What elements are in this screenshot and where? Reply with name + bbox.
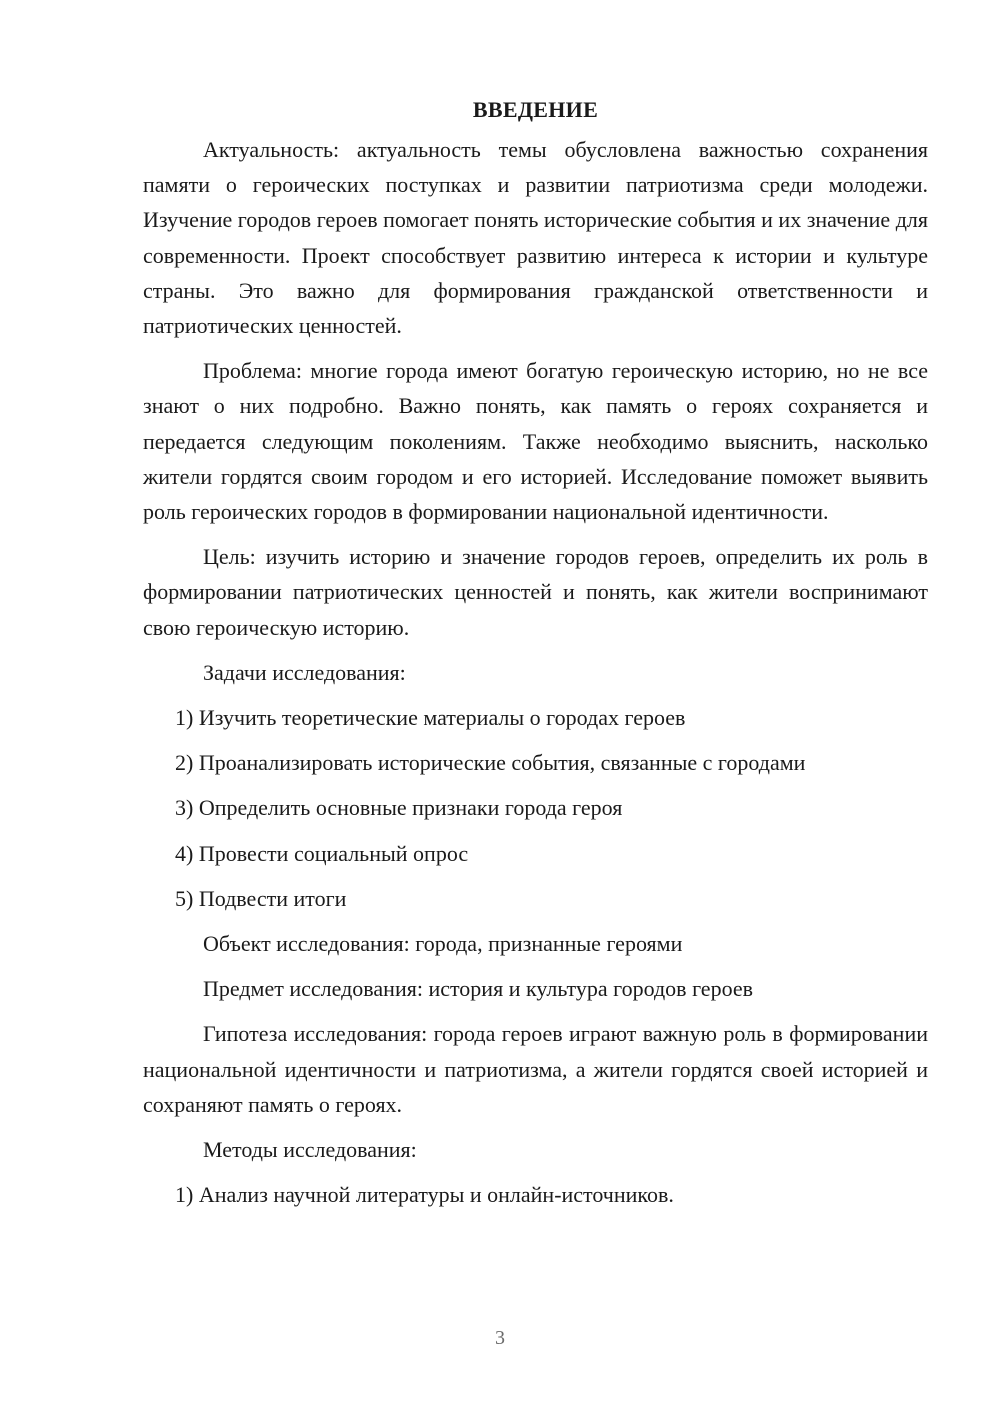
page-number: 3 — [495, 1327, 505, 1349]
relevance-paragraph: Актуальность: актуальность темы обусловлена важностью сохранения памяти о героических поступках и развитии патриотизма среди молодежи. Изучение городов героев помогает понять исторические события и их значение для современности. Проект способствует развитию интереса к истории и культуре страны. Это важно для формирования гражданской ответственности и патриотических ценностей. — [143, 137, 928, 339]
methods-heading: Методы исследования: — [203, 1137, 417, 1163]
object-line: Объект исследования: города, признанные героями — [203, 931, 683, 957]
list-item: 1) Анализ научной литературы и онлайн-источников. — [175, 1182, 674, 1208]
goal-paragraph: Цель: изучить историю и значение городов героев, определить их роль в формировании патриотических ценностей и понять, как жители воспринимают свою героическую историю. — [143, 544, 928, 640]
list-item: 3) Определить основные признаки города героя — [175, 795, 623, 821]
list-item: 2) Проанализировать исторические события, связанные с городами — [175, 750, 806, 776]
section-title: ВВЕДЕНИЕ — [472, 97, 599, 122]
list-item: 1) Изучить теоретические материалы о городах героев — [175, 705, 686, 731]
tasks-heading: Задачи исследования: — [203, 659, 406, 685]
problem-paragraph: Проблема: многие города имеют богатую героическую историю, но не все знают о них подробно. Важно понять, как память о героях сохраняется и передается следующим поколениям. Также необходимо выяснить, насколько жители гордятся своим городом и его историей. Исследование поможет выявить роль героических городов в формировании национальной идентичности. — [143, 358, 928, 525]
list-item: 4) Провести социальный опрос — [175, 840, 469, 866]
subject-line: Предмет исследования: история и культура городов героев — [203, 976, 753, 1002]
list-item: 5) Подвести итоги — [175, 885, 347, 911]
document-page — [143, 92, 928, 1212]
hypothesis-paragraph: Гипотеза исследования: города героев играют важную роль в формировании национальной идентичности и патриотизма, а жители гордятся своей историей и сохраняют память о героях. — [143, 1021, 928, 1117]
